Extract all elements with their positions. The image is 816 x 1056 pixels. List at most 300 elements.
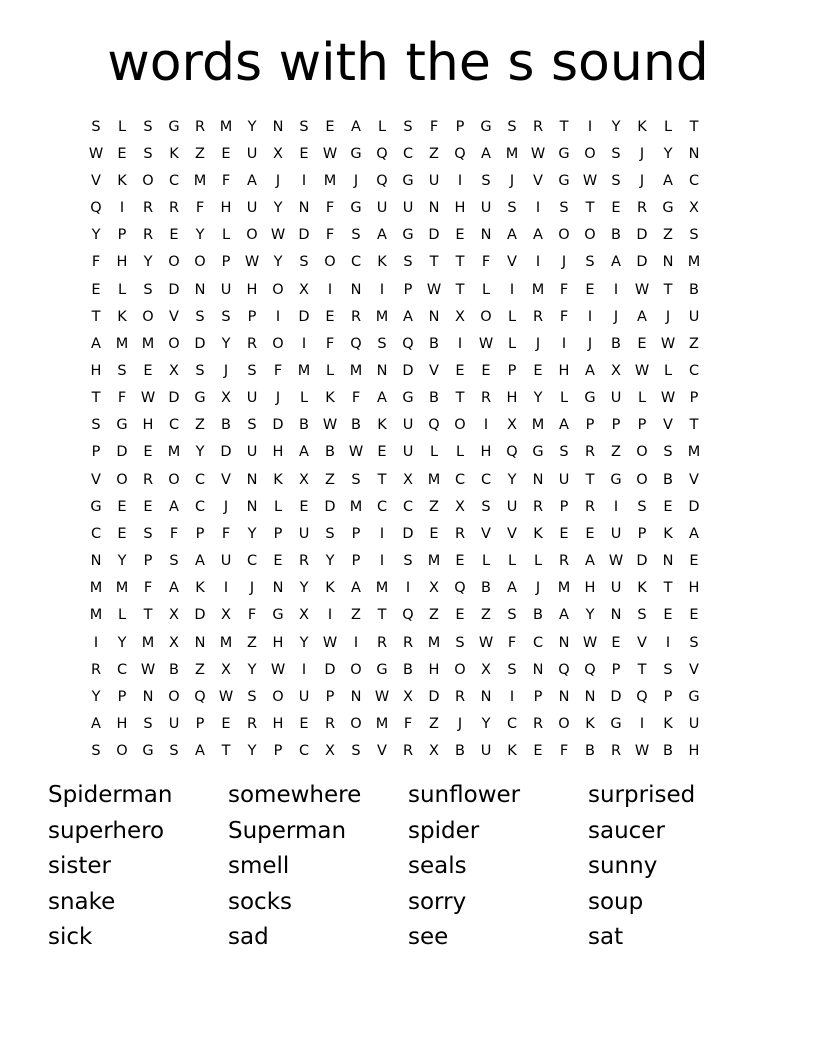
- grid-letter: B: [689, 281, 699, 298]
- grid-letter: J: [587, 335, 593, 352]
- grid-letter: E: [299, 716, 309, 733]
- grid-letter: E: [481, 362, 491, 379]
- grid-row: [83, 113, 733, 140]
- grid-letter: H: [142, 417, 154, 434]
- word-list-item: snake: [48, 888, 116, 915]
- grid-row: [83, 249, 733, 276]
- word-list-item: sister: [48, 853, 111, 879]
- grid-letter: N: [480, 688, 492, 705]
- grid-letter: R: [558, 553, 570, 570]
- grid-letter: O: [168, 335, 180, 352]
- grid-letter: F: [273, 362, 283, 379]
- grid-letter: S: [403, 254, 413, 271]
- grid-letter: D: [402, 525, 414, 542]
- grid-letter: X: [299, 607, 309, 624]
- grid-letter: P: [273, 743, 283, 760]
- grid-letter: M: [687, 254, 701, 271]
- grid-letter: P: [351, 553, 361, 570]
- grid-letter: G: [194, 390, 206, 407]
- grid-letter: L: [377, 118, 387, 135]
- grid-letter: W: [634, 362, 650, 379]
- grid-letter: A: [351, 580, 361, 597]
- grid-letter: G: [480, 118, 492, 135]
- grid-letter: G: [532, 444, 544, 461]
- grid-letter: O: [636, 471, 648, 488]
- grid-letter: I: [327, 607, 333, 624]
- grid-letter: M: [505, 145, 519, 162]
- grid-letter: R: [298, 553, 310, 570]
- grid-letter: E: [117, 525, 127, 542]
- grid-letter: L: [507, 308, 517, 325]
- grid-letter: G: [90, 498, 102, 515]
- grid-letter: O: [194, 254, 206, 271]
- grid-letter: S: [585, 254, 595, 271]
- grid-letter: T: [455, 281, 465, 298]
- grid-letter: R: [376, 634, 388, 651]
- grid-letter: F: [247, 607, 257, 624]
- grid-letter: Z: [429, 607, 439, 624]
- grid-row: [83, 140, 733, 167]
- grid-letter: X: [221, 390, 231, 407]
- grid-letter: K: [325, 580, 335, 597]
- word-column: [588, 778, 768, 956]
- grid-letter: X: [403, 471, 413, 488]
- grid-letter: D: [272, 417, 284, 434]
- grid-letter: M: [141, 335, 155, 352]
- grid-letter: I: [639, 716, 645, 733]
- word-list-item: sick: [48, 924, 93, 950]
- word-list-item: Superman: [228, 817, 347, 844]
- grid-letter: A: [585, 362, 595, 379]
- grid-row: [83, 602, 733, 629]
- grid-letter: L: [507, 335, 517, 352]
- grid-letter: M: [427, 471, 441, 488]
- grid-letter: P: [117, 227, 127, 244]
- grid-letter: K: [637, 580, 647, 597]
- grid-letter: O: [636, 444, 648, 461]
- grid-letter: I: [509, 688, 515, 705]
- grid-letter: X: [221, 661, 231, 678]
- grid-letter: A: [533, 227, 543, 244]
- grid-letter: D: [194, 335, 206, 352]
- grid-letter: G: [584, 390, 596, 407]
- grid-letter: T: [585, 200, 595, 217]
- grid-letter: U: [220, 281, 232, 298]
- grid-letter: C: [454, 471, 466, 488]
- grid-letter: I: [301, 661, 307, 678]
- grid-letter: F: [403, 716, 413, 733]
- grid-letter: S: [689, 634, 699, 651]
- grid-letter: M: [115, 335, 129, 352]
- grid-letter: R: [246, 335, 258, 352]
- grid-letter: D: [324, 661, 336, 678]
- grid-letter: F: [221, 525, 231, 542]
- grid-letter: W: [478, 335, 494, 352]
- grid-letter: X: [507, 417, 517, 434]
- grid-letter: S: [403, 553, 413, 570]
- grid-letter: H: [272, 716, 284, 733]
- grid-letter: B: [481, 580, 491, 597]
- grid-row: [83, 548, 733, 575]
- grid-letter: S: [247, 362, 257, 379]
- grid-letter: D: [636, 553, 648, 570]
- grid-letter: U: [506, 498, 518, 515]
- grid-letter: O: [558, 227, 570, 244]
- grid-letter: Y: [91, 227, 101, 244]
- grid-letter: S: [91, 118, 101, 135]
- grid-letter: F: [143, 580, 153, 597]
- grid-letter: Y: [585, 607, 595, 624]
- grid-letter: I: [275, 308, 281, 325]
- grid-row: [83, 439, 733, 466]
- grid-letter: R: [584, 444, 596, 461]
- grid-letter: N: [480, 227, 492, 244]
- grid-letter: P: [221, 254, 231, 271]
- grid-letter: U: [246, 200, 258, 217]
- word-list-item: socks: [228, 888, 293, 915]
- grid-row: [83, 276, 733, 303]
- grid-letter: R: [454, 688, 466, 705]
- grid-letter: Q: [584, 661, 596, 678]
- grid-letter: E: [143, 498, 153, 515]
- grid-letter: J: [561, 254, 567, 271]
- grid-letter: V: [689, 661, 699, 678]
- grid-letter: S: [169, 553, 179, 570]
- grid-letter: P: [611, 417, 621, 434]
- grid-letter: S: [507, 118, 517, 135]
- grid-letter: G: [610, 716, 622, 733]
- grid-letter: B: [533, 607, 543, 624]
- grid-letter: F: [169, 525, 179, 542]
- grid-letter: U: [428, 172, 440, 189]
- grid-letter: K: [195, 580, 205, 597]
- grid-letter: P: [507, 362, 517, 379]
- grid-letter: O: [454, 417, 466, 434]
- grid-letter: O: [584, 145, 596, 162]
- grid-row: [83, 330, 733, 357]
- grid-letter: X: [429, 580, 439, 597]
- grid-letter: P: [247, 308, 257, 325]
- grid-letter: L: [481, 281, 491, 298]
- grid-letter: A: [507, 580, 517, 597]
- grid-letter: N: [272, 580, 284, 597]
- grid-letter: Q: [402, 607, 414, 624]
- grid-letter: L: [117, 118, 127, 135]
- grid-letter: J: [509, 172, 515, 189]
- grid-letter: I: [327, 281, 333, 298]
- grid-letter: S: [143, 145, 153, 162]
- grid-letter: A: [637, 308, 647, 325]
- grid-letter: B: [429, 335, 439, 352]
- grid-letter: K: [325, 390, 335, 407]
- grid-letter: U: [688, 308, 700, 325]
- grid-letter: R: [142, 227, 154, 244]
- word-list-item: surprised: [588, 782, 696, 808]
- grid-letter: Y: [143, 254, 153, 271]
- grid-letter: O: [324, 254, 336, 271]
- grid-letter: X: [169, 362, 179, 379]
- grid-letter: S: [143, 525, 153, 542]
- grid-letter: C: [90, 525, 102, 542]
- grid-letter: Z: [429, 498, 439, 515]
- grid-letter: H: [688, 580, 700, 597]
- grid-row: [83, 466, 733, 493]
- grid-letter: S: [195, 362, 205, 379]
- grid-letter: J: [613, 308, 619, 325]
- grid-letter: L: [637, 390, 647, 407]
- grid-letter: U: [610, 580, 622, 597]
- grid-letter: W: [478, 634, 494, 651]
- grid-letter: I: [119, 200, 125, 217]
- grid-letter: W: [270, 661, 286, 678]
- grid-letter: J: [275, 390, 281, 407]
- grid-letter: L: [221, 227, 231, 244]
- grid-letter: S: [611, 172, 621, 189]
- grid-letter: E: [689, 607, 699, 624]
- grid-letter: I: [301, 172, 307, 189]
- word-list-item: spider: [408, 817, 480, 844]
- grid-letter: S: [117, 362, 127, 379]
- grid-letter: E: [533, 743, 543, 760]
- grid-letter: B: [585, 743, 595, 760]
- grid-letter: J: [535, 580, 541, 597]
- grid-letter: W: [426, 281, 442, 298]
- grid-letter: G: [402, 227, 414, 244]
- grid-letter: E: [299, 498, 309, 515]
- grid-letter: N: [298, 200, 310, 217]
- grid-letter: L: [117, 607, 127, 624]
- grid-letter: A: [169, 580, 179, 597]
- grid-letter: Y: [247, 525, 257, 542]
- grid-letter: G: [558, 145, 570, 162]
- grid-letter: S: [247, 688, 257, 705]
- grid-letter: S: [351, 227, 361, 244]
- grid-letter: H: [584, 580, 596, 597]
- grid-letter: K: [377, 417, 387, 434]
- grid-letter: K: [533, 525, 543, 542]
- grid-letter: N: [584, 688, 596, 705]
- grid-letter: O: [558, 716, 570, 733]
- grid-letter: I: [379, 281, 385, 298]
- grid-letter: T: [689, 118, 699, 135]
- grid-letter: M: [349, 362, 363, 379]
- grid-letter: Y: [247, 118, 257, 135]
- grid-letter: H: [116, 716, 128, 733]
- grid-row: [83, 412, 733, 439]
- grid-letter: O: [142, 308, 154, 325]
- word-list-item: sat: [588, 924, 624, 950]
- grid-letter: G: [168, 118, 180, 135]
- grid-letter: B: [221, 417, 231, 434]
- grid-letter: V: [91, 471, 101, 488]
- grid-letter: C: [298, 743, 310, 760]
- grid-letter: S: [143, 716, 153, 733]
- grid-letter: V: [169, 308, 179, 325]
- grid-letter: O: [168, 471, 180, 488]
- grid-letter: D: [688, 498, 700, 515]
- grid-letter: T: [143, 607, 153, 624]
- grid-letter: C: [688, 172, 700, 189]
- grid-letter: L: [663, 362, 673, 379]
- grid-letter: X: [429, 743, 439, 760]
- grid-letter: P: [325, 688, 335, 705]
- grid-letter: N: [272, 118, 284, 135]
- grid-letter: S: [325, 525, 335, 542]
- grid-letter: C: [376, 498, 388, 515]
- grid-letter: X: [169, 634, 179, 651]
- grid-letter: E: [377, 444, 387, 461]
- grid-letter: Z: [429, 145, 439, 162]
- grid-letter: G: [350, 200, 362, 217]
- grid-letter: Q: [350, 335, 362, 352]
- grid-letter: I: [379, 553, 385, 570]
- grid-letter: N: [90, 553, 102, 570]
- grid-letter: Q: [558, 661, 570, 678]
- grid-letter: C: [402, 498, 414, 515]
- grid-letter: E: [455, 227, 465, 244]
- grid-letter: S: [377, 335, 387, 352]
- grid-letter: W: [218, 688, 234, 705]
- grid-letter: D: [636, 227, 648, 244]
- grid-letter: E: [429, 525, 439, 542]
- grid-letter: Y: [247, 743, 257, 760]
- grid-letter: S: [507, 200, 517, 217]
- grid-letter: O: [272, 335, 284, 352]
- grid-letter: Q: [376, 145, 388, 162]
- grid-letter: K: [663, 716, 673, 733]
- grid-letter: O: [272, 688, 284, 705]
- grid-letter: U: [688, 716, 700, 733]
- grid-letter: P: [559, 498, 569, 515]
- grid-letter: G: [688, 688, 700, 705]
- grid-letter: U: [402, 417, 414, 434]
- grid-letter: I: [509, 281, 515, 298]
- grid-letter: I: [301, 335, 307, 352]
- word-list-item: saucer: [588, 817, 665, 844]
- grid-letter: U: [168, 716, 180, 733]
- grid-letter: T: [91, 308, 101, 325]
- grid-letter: H: [116, 254, 128, 271]
- grid-letter: F: [325, 335, 335, 352]
- grid-letter: J: [639, 172, 645, 189]
- grid-letter: E: [689, 553, 699, 570]
- grid-letter: P: [533, 688, 543, 705]
- grid-letter: B: [325, 444, 335, 461]
- grid-letter: K: [585, 716, 595, 733]
- grid-letter: R: [454, 525, 466, 542]
- grid-letter: X: [299, 471, 309, 488]
- grid-letter: U: [376, 200, 388, 217]
- grid-letter: A: [611, 254, 621, 271]
- grid-letter: Y: [663, 145, 673, 162]
- grid-letter: I: [587, 118, 593, 135]
- grid-letter: W: [608, 553, 624, 570]
- grid-letter: R: [350, 308, 362, 325]
- grid-letter: F: [91, 254, 101, 271]
- grid-letter: B: [351, 417, 361, 434]
- word-list: [48, 778, 788, 956]
- grid-letter: D: [298, 308, 310, 325]
- grid-letter: M: [167, 444, 181, 461]
- grid-row: [83, 222, 733, 249]
- grid-letter: M: [219, 118, 233, 135]
- grid-letter: S: [403, 118, 413, 135]
- word-list-item: sunflower: [408, 782, 521, 808]
- grid-letter: W: [270, 227, 286, 244]
- grid-letter: Z: [429, 716, 439, 733]
- grid-letter: S: [507, 607, 517, 624]
- grid-letter: Q: [194, 688, 206, 705]
- grid-letter: Q: [376, 172, 388, 189]
- grid-letter: L: [533, 553, 543, 570]
- grid-letter: E: [455, 362, 465, 379]
- grid-letter: E: [611, 200, 621, 217]
- grid-letter: N: [350, 688, 362, 705]
- grid-letter: V: [507, 525, 517, 542]
- grid-letter: U: [610, 525, 622, 542]
- grid-letter: N: [558, 688, 570, 705]
- grid-letter: T: [663, 281, 673, 298]
- grid-letter: S: [481, 172, 491, 189]
- grid-letter: Y: [247, 661, 257, 678]
- grid-letter: E: [143, 444, 153, 461]
- grid-letter: J: [353, 172, 359, 189]
- grid-letter: N: [194, 281, 206, 298]
- grid-letter: E: [325, 308, 335, 325]
- grid-letter: Q: [636, 688, 648, 705]
- grid-letter: Y: [91, 688, 101, 705]
- grid-letter: Z: [325, 471, 335, 488]
- grid-letter: Y: [117, 553, 127, 570]
- grid-letter: W: [348, 444, 364, 461]
- grid-letter: A: [403, 308, 413, 325]
- grid-letter: F: [351, 390, 361, 407]
- grid-letter: O: [168, 254, 180, 271]
- grid-letter: D: [610, 688, 622, 705]
- grid-letter: E: [455, 607, 465, 624]
- grid-letter: Q: [428, 417, 440, 434]
- grid-letter: B: [663, 471, 673, 488]
- grid-letter: M: [323, 172, 337, 189]
- grid-letter: C: [402, 145, 414, 162]
- grid-letter: D: [220, 444, 232, 461]
- grid-letter: H: [272, 634, 284, 651]
- grid-letter: Y: [273, 200, 283, 217]
- grid-letter: K: [117, 308, 127, 325]
- grid-letter: V: [221, 471, 231, 488]
- grid-letter: X: [299, 281, 309, 298]
- grid-row: [83, 520, 733, 547]
- grid-letter: X: [273, 145, 283, 162]
- grid-letter: A: [195, 553, 205, 570]
- grid-letter: P: [195, 525, 205, 542]
- grid-letter: J: [665, 308, 671, 325]
- grid-letter: V: [689, 471, 699, 488]
- grid-letter: B: [403, 661, 413, 678]
- grid-letter: C: [194, 498, 206, 515]
- grid-letter: L: [429, 444, 439, 461]
- grid-letter: N: [610, 607, 622, 624]
- grid-letter: A: [559, 417, 569, 434]
- grid-letter: H: [480, 444, 492, 461]
- grid-letter: P: [585, 417, 595, 434]
- word-list-item: somewhere: [228, 782, 362, 808]
- grid-letter: N: [428, 308, 440, 325]
- grid-letter: U: [220, 553, 232, 570]
- grid-letter: A: [481, 145, 491, 162]
- grid-letter: B: [663, 743, 673, 760]
- grid-letter: F: [117, 390, 127, 407]
